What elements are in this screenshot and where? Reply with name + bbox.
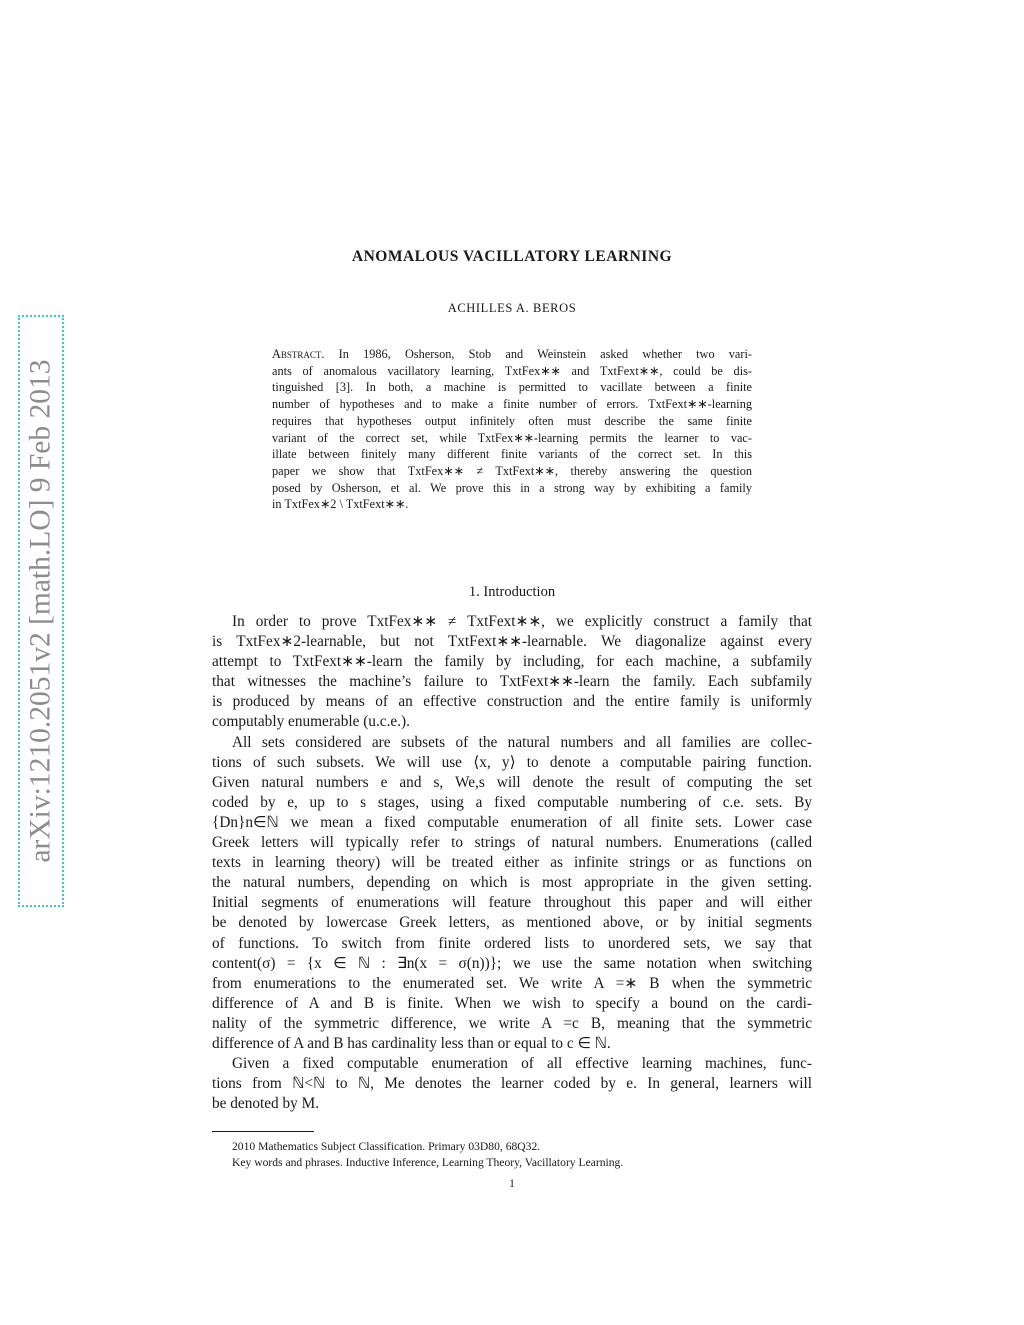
body-line: In order to prove TxtFex∗∗ ≠ TxtFext∗∗, we explicitly construct a family that [232,613,812,630]
body-line: Given natural numbers e and s, We,s will denote the result of computing the set [212,773,812,791]
footnote-msc: 2010 Mathematics Subject Classification. Primary 03D80, 68Q32. [232,1140,541,1153]
body-line: that witnesses the machine’s failure to TxtFext∗∗-learn the family. Each subfamily [212,673,812,691]
body-line: difference of A and B has cardinality less than or equal to c ∈ ℕ. [212,1034,611,1052]
body-line: tions from ℕ<ℕ to ℕ, Me denotes the learner coded by e. In general, learners will [212,1075,812,1093]
introduction-body [212,612,812,1114]
body-line: tions of such subsets. We will use ⟨x, y⟩ to denote a computable pairing function. [212,753,812,771]
body-line: be denoted by M. [212,1095,320,1113]
body-line: content(σ) = {x ∈ ℕ : ∃n(x = σ(n))}; we use the same notation when switching [212,954,812,972]
body-line: texts in learning theory) will be treated either as infinite strings or as functions on [212,854,812,872]
page-number: 1 [509,1178,515,1190]
paper-title: ANOMALOUS VACILLATORY LEARNING [351,248,673,265]
abstract-line-10: in TxtFex∗2 \ TxtFext∗∗. [272,497,409,512]
abstract-line-2: ants of anomalous vacillatory learning, TxtFex∗∗ and TxtFext∗∗, could be dis- [272,363,752,378]
body-line: {Dn}n∈ℕ we mean a fixed computable enumeration of all finite sets. Lower case [212,813,812,831]
abstract-label: Abstract. [272,347,325,361]
body-line: difference of A and B is finite. When we wish to specify a bound on the cardi- [212,994,812,1012]
section-heading-introduction: 1. Introduction [468,584,556,600]
abstract-line-9: posed by Osherson, et al. We prove this in a strong way by exhibiting a family [272,480,752,495]
abstract-line-5: requires that hypotheses output infinitely often must describe the same finite [272,413,752,428]
arxiv-sidebar [18,315,64,907]
abstract-line-1: Abstract. In 1986, Osherson, Stob and Weinstein asked whether two vari- [272,347,752,361]
paper-author: ACHILLES A. BEROS [447,301,577,315]
abstract-line-7: illate between finitely many different finite variants of the correct set. In this [272,447,752,462]
arxiv-identifier: arXiv:1210.2051v2 [math.LO] 9 Feb 2013 [24,359,57,863]
body-line: Initial segments of enumerations will feature throughout this paper and will either [212,894,812,912]
body-line: from enumerations to the enumerated set. We write A =∗ B when the symmetric [212,974,812,992]
footnote-keywords: Key words and phrases. Inductive Inference, Learning Theory, Vacillatory Learning. [232,1156,624,1169]
body-line: coded by e, up to s stages, using a fixed computable numbering of c.e. sets. By [212,793,812,811]
abstract-line-3: tinguished [3]. In both, a machine is permitted to vacillate between a finite [272,380,752,395]
body-line: computably enumerable (u.c.e.). [212,713,410,731]
footnotes [232,1139,792,1171]
abstract [272,346,752,513]
body-line: Given a fixed computable enumeration of all effective learning machines, func- [232,1055,812,1073]
abstract-line-4: number of hypotheses and to make a finite number of errors. TxtFext∗∗-learning [272,397,752,412]
abstract-line-6: variant of the correct set, while TxtFex∗∗-learning permits the learner to vac- [272,430,752,445]
body-line: All sets considered are subsets of the natural numbers and all families are collec- [232,733,812,751]
body-line: is produced by means of an effective construction and the entire family is uniformly [212,693,812,711]
abstract-line-8: paper we show that TxtFex∗∗ ≠ TxtFext∗∗, thereby answering the question [272,463,752,478]
body-line: is TxtFex∗2-learnable, but not TxtFext∗∗-learnable. We diagonalize against every [212,633,812,651]
footnote-rule [212,1131,314,1132]
body-line: attempt to TxtFext∗∗-learn the family by including, for each machine, a subfamily [212,653,812,671]
body-line: Greek letters will typically refer to strings of natural numbers. Enumerations (called [212,834,812,852]
body-line: nality of the symmetric difference, we write A =c B, meaning that the symmetric [212,1014,812,1032]
body-line: the natural numbers, depending on which is most appropriate in the given setting. [212,874,812,892]
body-line: of functions. To switch from finite ordered lists to unordered sets, we say that [212,934,812,952]
body-line: be denoted by lowercase Greek letters, as mentioned above, or by initial segments [212,914,812,932]
